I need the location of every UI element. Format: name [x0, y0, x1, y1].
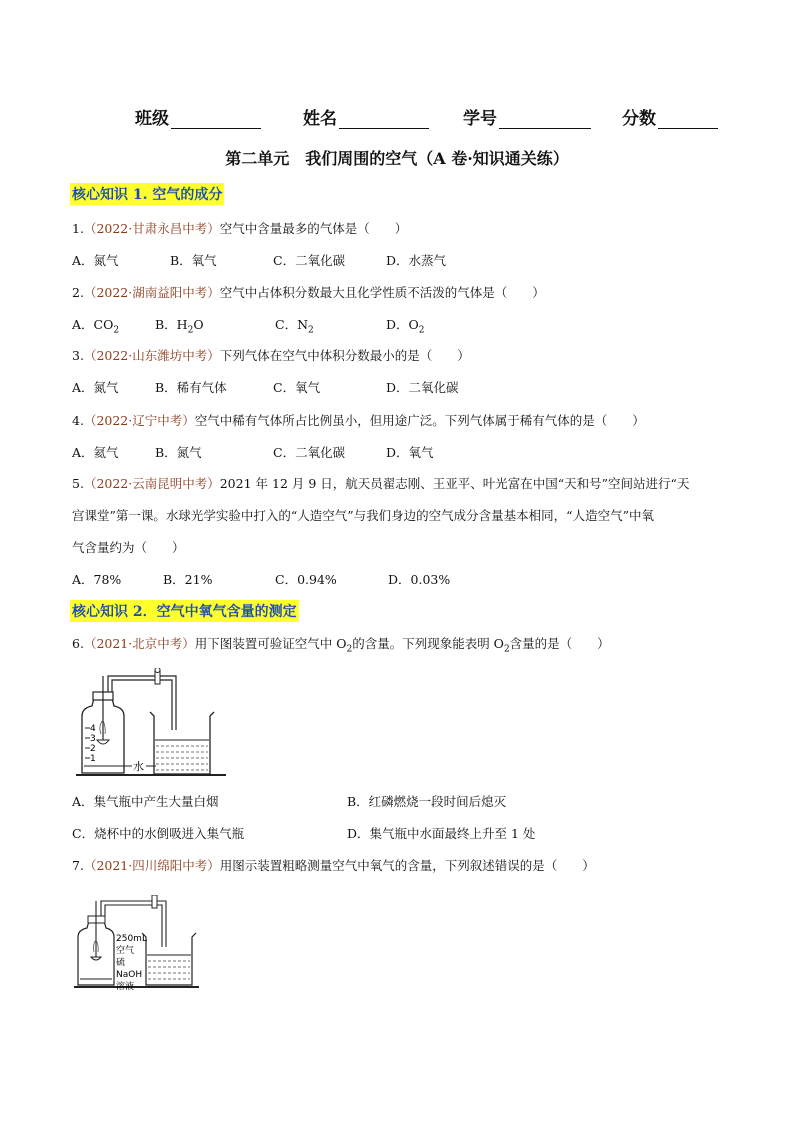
scale-mark-3: 3	[90, 734, 96, 744]
question-7	[72, 856, 595, 874]
question-number: 6.	[72, 636, 84, 651]
student-info-header	[0, 104, 794, 130]
number-field	[463, 104, 591, 129]
option-d: D．二氧化碳	[386, 380, 459, 395]
class-blank[interactable]	[171, 110, 261, 129]
option-c: C．氧气	[273, 380, 321, 395]
option-a: A．氮气	[72, 380, 119, 395]
question-number: 4.	[72, 413, 84, 428]
option-c: C．二氧化碳	[273, 253, 346, 268]
question-number: 5.	[72, 476, 84, 491]
class-label: 班级	[135, 109, 169, 129]
option-b: B．稀有气体	[155, 380, 227, 395]
question-5-line-2: 宫课堂”第一课。水球光学实验中打入的“人造空气”与我们身边的空气成分含量基本相同，“人造空气”中氧	[72, 508, 654, 523]
scale-mark-4: 4	[90, 724, 96, 734]
subscript: 2	[308, 325, 314, 336]
question-1	[72, 219, 407, 237]
option-a: A．氮气	[72, 253, 119, 268]
number-label: 学号	[463, 109, 497, 129]
name-blank[interactable]	[339, 110, 429, 129]
question-number: 1.	[72, 221, 84, 236]
label-250ml: 250mL	[116, 934, 147, 944]
question-5	[72, 474, 689, 492]
question-source: （2022·云南昆明中考）	[83, 476, 220, 491]
option-d: D．集气瓶中水面最终上升至 1 处	[347, 826, 536, 841]
option-c: C．0.94%	[275, 572, 337, 587]
score-blank[interactable]	[658, 110, 718, 129]
option-c: C．烧杯中的水倒吸进入集气瓶	[72, 826, 245, 841]
option-b-tail: O	[193, 317, 204, 332]
score-label: 分数	[622, 109, 656, 129]
option-b: B．红磷燃烧一段时间后熄灭	[347, 794, 507, 809]
option-a: A．集气瓶中产生大量白烟	[72, 794, 219, 809]
option-d	[386, 315, 425, 336]
question-text-c: 含量的是（ ）	[509, 636, 610, 651]
subscript: 2	[418, 325, 425, 336]
subscript: 2	[503, 644, 510, 655]
section-heading-1: 核心知识 1. 空气的成分	[70, 183, 224, 205]
name-label: 姓名	[303, 109, 337, 129]
option-b: B．氮气	[155, 445, 202, 460]
question-text: 空气中占体积分数最大且化学性质不活泼的气体是（ ）	[219, 285, 545, 300]
question-number: 3.	[72, 348, 84, 363]
option-b: B．氧气	[170, 253, 217, 268]
option-b	[155, 315, 204, 336]
option-a-text: A．CO	[72, 317, 114, 332]
option-a: A．氦气	[72, 445, 119, 460]
question-number: 7.	[72, 858, 84, 873]
label-sulfur: 硫	[116, 958, 126, 968]
option-d: D．氧气	[386, 445, 434, 460]
question-text: 2021 年 12 月 9 日，航天员翟志刚、王亚平、叶光富在中国“天和号”空间站进行“天	[219, 476, 690, 491]
question-source: （2022·湖南益阳中考）	[83, 285, 220, 300]
subscript: 2	[346, 644, 353, 655]
page-title: 第二单元 我们周围的空气（A 卷·知识通关练）	[225, 149, 569, 168]
question-source: （2021·北京中考）	[83, 636, 195, 651]
option-b-text: B．H	[155, 317, 188, 332]
question-source: （2021·四川绵阳中考）	[83, 858, 220, 873]
question-text: 下列气体在空气中体积分数最小的是（ ）	[219, 348, 470, 363]
option-c-text: C．N	[275, 317, 309, 332]
option-a	[72, 315, 119, 336]
question-number: 2.	[72, 285, 84, 300]
label-naoh: NaOH	[116, 970, 143, 980]
question-text: 空气中含量最多的气体是（ ）	[219, 221, 408, 236]
question-6	[72, 634, 610, 655]
question-4	[72, 411, 645, 429]
apparatus-figure-7	[74, 895, 204, 1000]
scale-mark-1: 1	[90, 754, 96, 764]
question-5-line-3: 气含量约为（ ）	[72, 540, 185, 555]
option-c: C．二氧化碳	[273, 445, 346, 460]
question-3	[72, 346, 470, 364]
class-field	[135, 104, 261, 129]
question-2	[72, 283, 545, 301]
subscript: 2	[113, 325, 120, 336]
option-d: D．水蒸气	[386, 253, 447, 268]
question-text: 空气中稀有气体所占比例虽小，但用途广泛。下列气体属于稀有气体的是（ ）	[194, 413, 645, 428]
score-field	[622, 104, 718, 129]
water-label: 水	[133, 760, 144, 773]
option-a: A．78%	[72, 572, 122, 587]
question-text-a: 用下图装置可验证空气中 O	[194, 636, 347, 651]
question-source: （2022·甘肃永昌中考）	[83, 221, 220, 236]
question-source: （2022·辽宁中考）	[83, 413, 195, 428]
subscript: 2	[187, 325, 194, 336]
scale-mark-2: 2	[90, 744, 96, 754]
option-d: D．0.03%	[388, 572, 451, 587]
question-text: 用图示装置粗略测量空气中氧气的含量，下列叙述错误的是（ ）	[219, 858, 595, 873]
option-d-text: D．O	[386, 317, 419, 332]
name-field	[303, 104, 429, 129]
question-source: （2022·山东潍坊中考）	[83, 348, 220, 363]
section-heading-2: 核心知识 2．空气中氧气含量的测定	[70, 600, 299, 622]
apparatus-figure-6	[76, 668, 236, 780]
option-c	[275, 315, 314, 336]
label-air: 空气	[116, 946, 135, 956]
option-b: B．21%	[163, 572, 213, 587]
question-text-b: 的含量。下列现象能表明 O	[352, 636, 504, 651]
label-solution: 溶液	[116, 982, 135, 992]
number-blank[interactable]	[499, 110, 591, 129]
